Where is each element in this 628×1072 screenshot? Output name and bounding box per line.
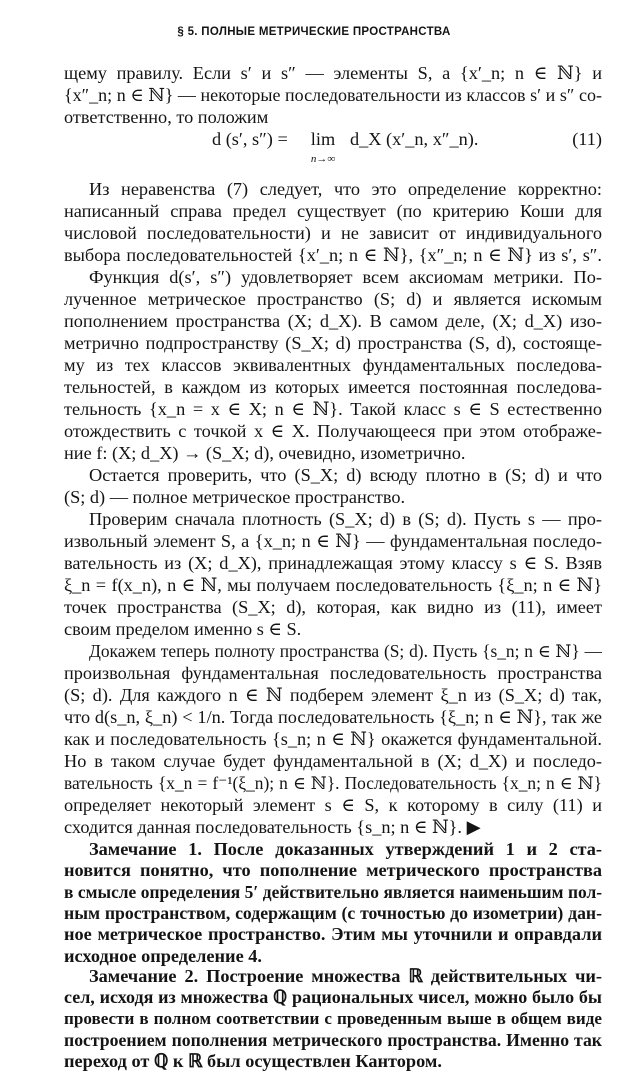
remark-2-line: сел, исходя из множества ℚ рациональных чисел, можно было бы [64,987,602,1008]
text-line: извольный элемент S, а {x_n; n ∈ ℕ} — фундаментальная последо- [64,531,602,551]
text-line: отождествить с точкой x ∈ X. Получающееся при этом отображе- [64,421,602,441]
text-line: Из неравенства (7) следует, что это определение корректно: [89,179,602,199]
text-line: написанный справа предел существует (по критерию Коши для [64,201,602,221]
text-line: Остается проверить, что (S_X; d) всюду плотно в (S; d) и что [89,465,602,485]
remark-1-line: ным пространством, содержащим (с точностью до изометрии) дан- [64,902,602,923]
text-line: Докажем теперь полноту пространства (S; d). Пусть {s_n; n ∈ ℕ} — [89,641,602,661]
text-line: (S; d). Для каждого n ∈ ℕ подберем элемент ξ_n из (S_X; d) так, [64,685,602,705]
equation-rhs: d_X (x′_n, x″_n). [350,129,479,149]
text-line: вательность {x_n = f⁻¹(ξ_n); n ∈ ℕ}. Последовательность {x_n; n ∈ ℕ} [64,773,602,793]
equation-number: (11) [572,129,602,149]
text-line: что d(s_n, ξ_n) < 1/n. Тогда последовательность {ξ_n; n ∈ ℕ}, так же [64,707,602,727]
text-line: {x″_n; n ∈ ℕ} — некоторые последовательности из классов s′ и s″ со- [64,85,602,105]
text-line: определяет некоторый элемент s ∈ S, к которому в силу (11) и [64,795,602,815]
text-line: ξ_n = f(x_n), n ∈ ℕ, мы получаем последовательность {ξ_n; n ∈ ℕ} [64,575,602,595]
equation-lhs: d (s′, s″) = [212,129,288,149]
text-line: щему правилу. Если s′ и s″ — элементы S, а {x′_n; n ∈ ℕ} и [64,63,602,83]
text-line: Проверим сначала плотность (S_X; d) в (S; d). Пусть s — про- [89,509,602,529]
text-line: Функция d(s′, s″) удовлетворяет всем аксиомам метрики. По- [89,267,602,287]
text-line: (S; d) — полное метрическое пространство. [64,487,406,507]
remark-2-line: построением пополнения метрического пространства. Именно так [64,1029,602,1050]
text-line: вательность из (X; d_X), принадлежащая этому классу s ∈ S. Взяв [64,553,602,573]
text-line: метрично подпространству (S_X; d) пространства (S, d), состояще- [64,333,602,353]
text-line: му из тех классов эквивалентных фундаментальных последова- [64,355,602,375]
remark-1-line: ное метрическое пространство. Этим мы уточнили и оправдали [64,924,602,945]
text-line: тельность {x_n = x ∈ X; n ∈ ℕ}. Такой класс s ∈ S естественно [64,399,602,419]
running-header: § 5. ПОЛНЫЕ МЕТРИЧЕСКИЕ ПРОСТРАНСТВА [177,26,451,38]
equation-lim: lim [310,129,336,149]
equation-lim-subscript: n→∞ [310,153,336,165]
text-line: ние f: (X; d_X) → (S_X; d), очевидно, изометрично. [64,443,466,463]
remark-1-line: исходное определение 4. [64,945,262,966]
text-line: сходится данная последовательность {s_n; n ∈ ℕ}. ▶ [64,817,481,837]
text-line: ответственно, то положим [64,107,269,127]
text-line: выбора последовательностей {x′_n; n ∈ ℕ}, {x″_n; n ∈ ℕ} из s′, s″. [64,245,602,265]
remark-1-line: в смысле определения 5′ действительно является наименьшим пол- [64,881,602,902]
text-line: произвольная фундаментальная последовательность пространства [64,663,602,683]
text-line: Но в таком случае будет фундаментальной в (X; d_X) и последо- [64,751,602,771]
text-line: как и последовательность {s_n; n ∈ ℕ} окажется фундаментальной. [64,729,602,749]
text-line: числовой последовательности) и не зависит от индивидуального [64,223,602,243]
text-line: своим пределом именно s ∈ S. [64,619,302,639]
remark-2-line: Замечание 2. Построение множества ℝ действительных чи- [89,965,602,986]
text-line: лученное метрическое пространство (S; d) и является искомым [64,289,602,309]
text-line: точек пространства (S_X; d), которая, как видно из (11), имеет [64,597,602,617]
remark-1-line: новится понятно, что пополнение метрического пространства [64,860,602,881]
remark-1-line: Замечание 1. После доказанных утверждений 1 и 2 ста- [89,839,602,859]
remark-2-line: переход от ℚ к ℝ был осуществлен Кантором. [64,1051,442,1071]
text-line: тельностей, в каждом из которых имеется постоянная последова- [64,377,602,397]
remark-2-line: провести в полном соответствии с проведенным выше в общем виде [64,1009,602,1029]
equation-11 [64,126,602,176]
text-line: пополнением пространства (X; d_X). В самом деле, (X; d_X) изо- [64,311,602,331]
